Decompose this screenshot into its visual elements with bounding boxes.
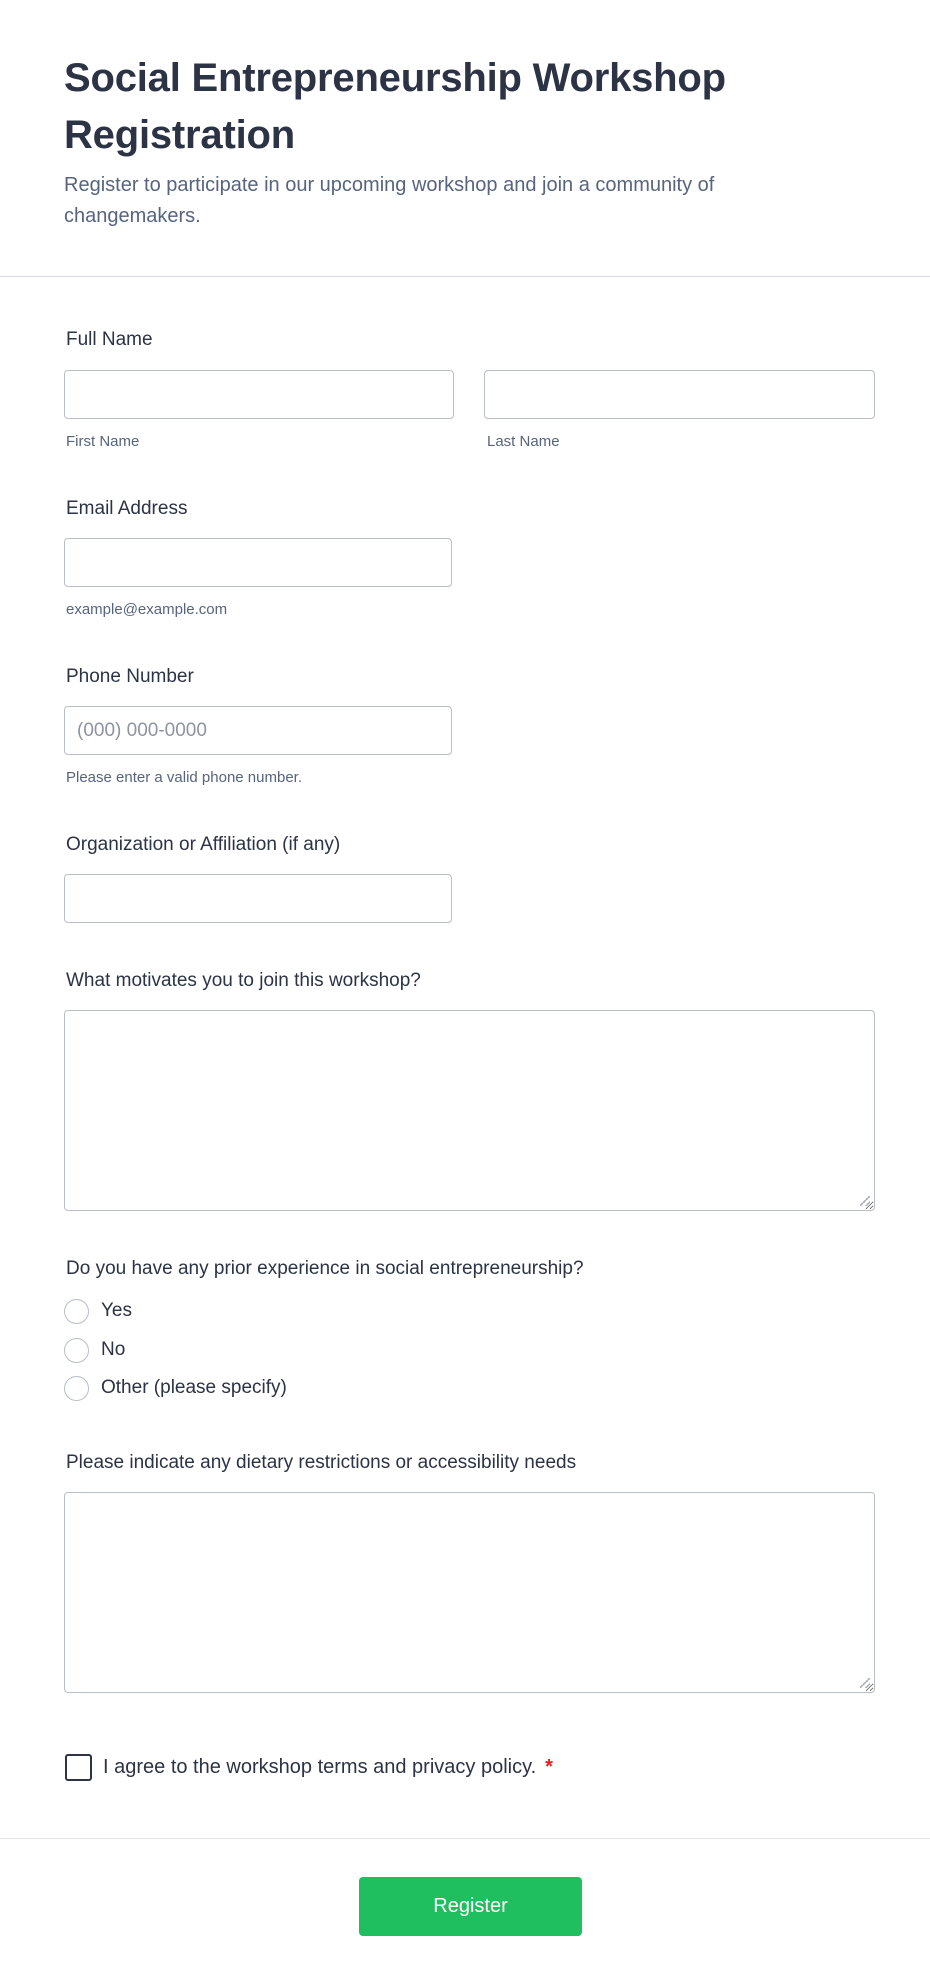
dietary-label: Please indicate any dietary restrictions or accessibility needs [66, 1452, 577, 1473]
dietary-textarea[interactable] [64, 1492, 875, 1693]
footer-divider [0, 1838, 930, 1839]
motivation-textarea[interactable] [64, 1010, 875, 1211]
header-divider [0, 276, 930, 277]
radio-option-no[interactable] [64, 1337, 125, 1363]
form-title: Social Entrepreneurship Workshop Registration [64, 56, 726, 157]
register-button[interactable]: Register [359, 1877, 582, 1936]
terms-checkbox[interactable] [65, 1754, 92, 1781]
motivation-resize-handle[interactable] [860, 1196, 870, 1206]
radio-option-yes[interactable] [64, 1298, 132, 1324]
last-name-sublabel: Last Name [487, 433, 560, 450]
motivation-label: What motivates you to join this workshop? [66, 970, 421, 991]
required-asterisk: * [545, 1755, 553, 1778]
email-sublabel: example@example.com [66, 601, 228, 618]
email-input[interactable] [64, 538, 452, 587]
phone-input[interactable] [64, 706, 452, 755]
last-name-input[interactable] [484, 370, 875, 419]
form-header [0, 0, 930, 280]
radio-button[interactable] [64, 1376, 89, 1401]
first-name-sublabel: First Name [66, 433, 140, 450]
terms-agreement[interactable] [65, 1753, 553, 1781]
dietary-resize-handle[interactable] [860, 1678, 870, 1688]
radio-label: No [101, 1339, 126, 1360]
experience-label: Do you have any prior experience in social entrepreneurship? [66, 1258, 584, 1279]
form-subtitle: Register to participate in our upcoming workshop and join a community of changemakers. [64, 174, 715, 227]
radio-button[interactable] [64, 1338, 89, 1363]
full-name-label: Full Name [66, 329, 153, 350]
email-label: Email Address [66, 498, 188, 519]
organization-label: Organization or Affiliation (if any) [66, 834, 341, 855]
radio-option-other[interactable] [64, 1375, 287, 1401]
radio-label: Yes [101, 1300, 132, 1321]
phone-sublabel: Please enter a valid phone number. [66, 769, 302, 786]
terms-label: I agree to the workshop terms and privacy policy. [103, 1755, 537, 1778]
radio-button[interactable] [64, 1299, 89, 1324]
radio-label: Other (please specify) [101, 1377, 287, 1398]
phone-label: Phone Number [66, 666, 194, 687]
first-name-input[interactable] [64, 370, 454, 419]
organization-input[interactable] [64, 874, 452, 923]
